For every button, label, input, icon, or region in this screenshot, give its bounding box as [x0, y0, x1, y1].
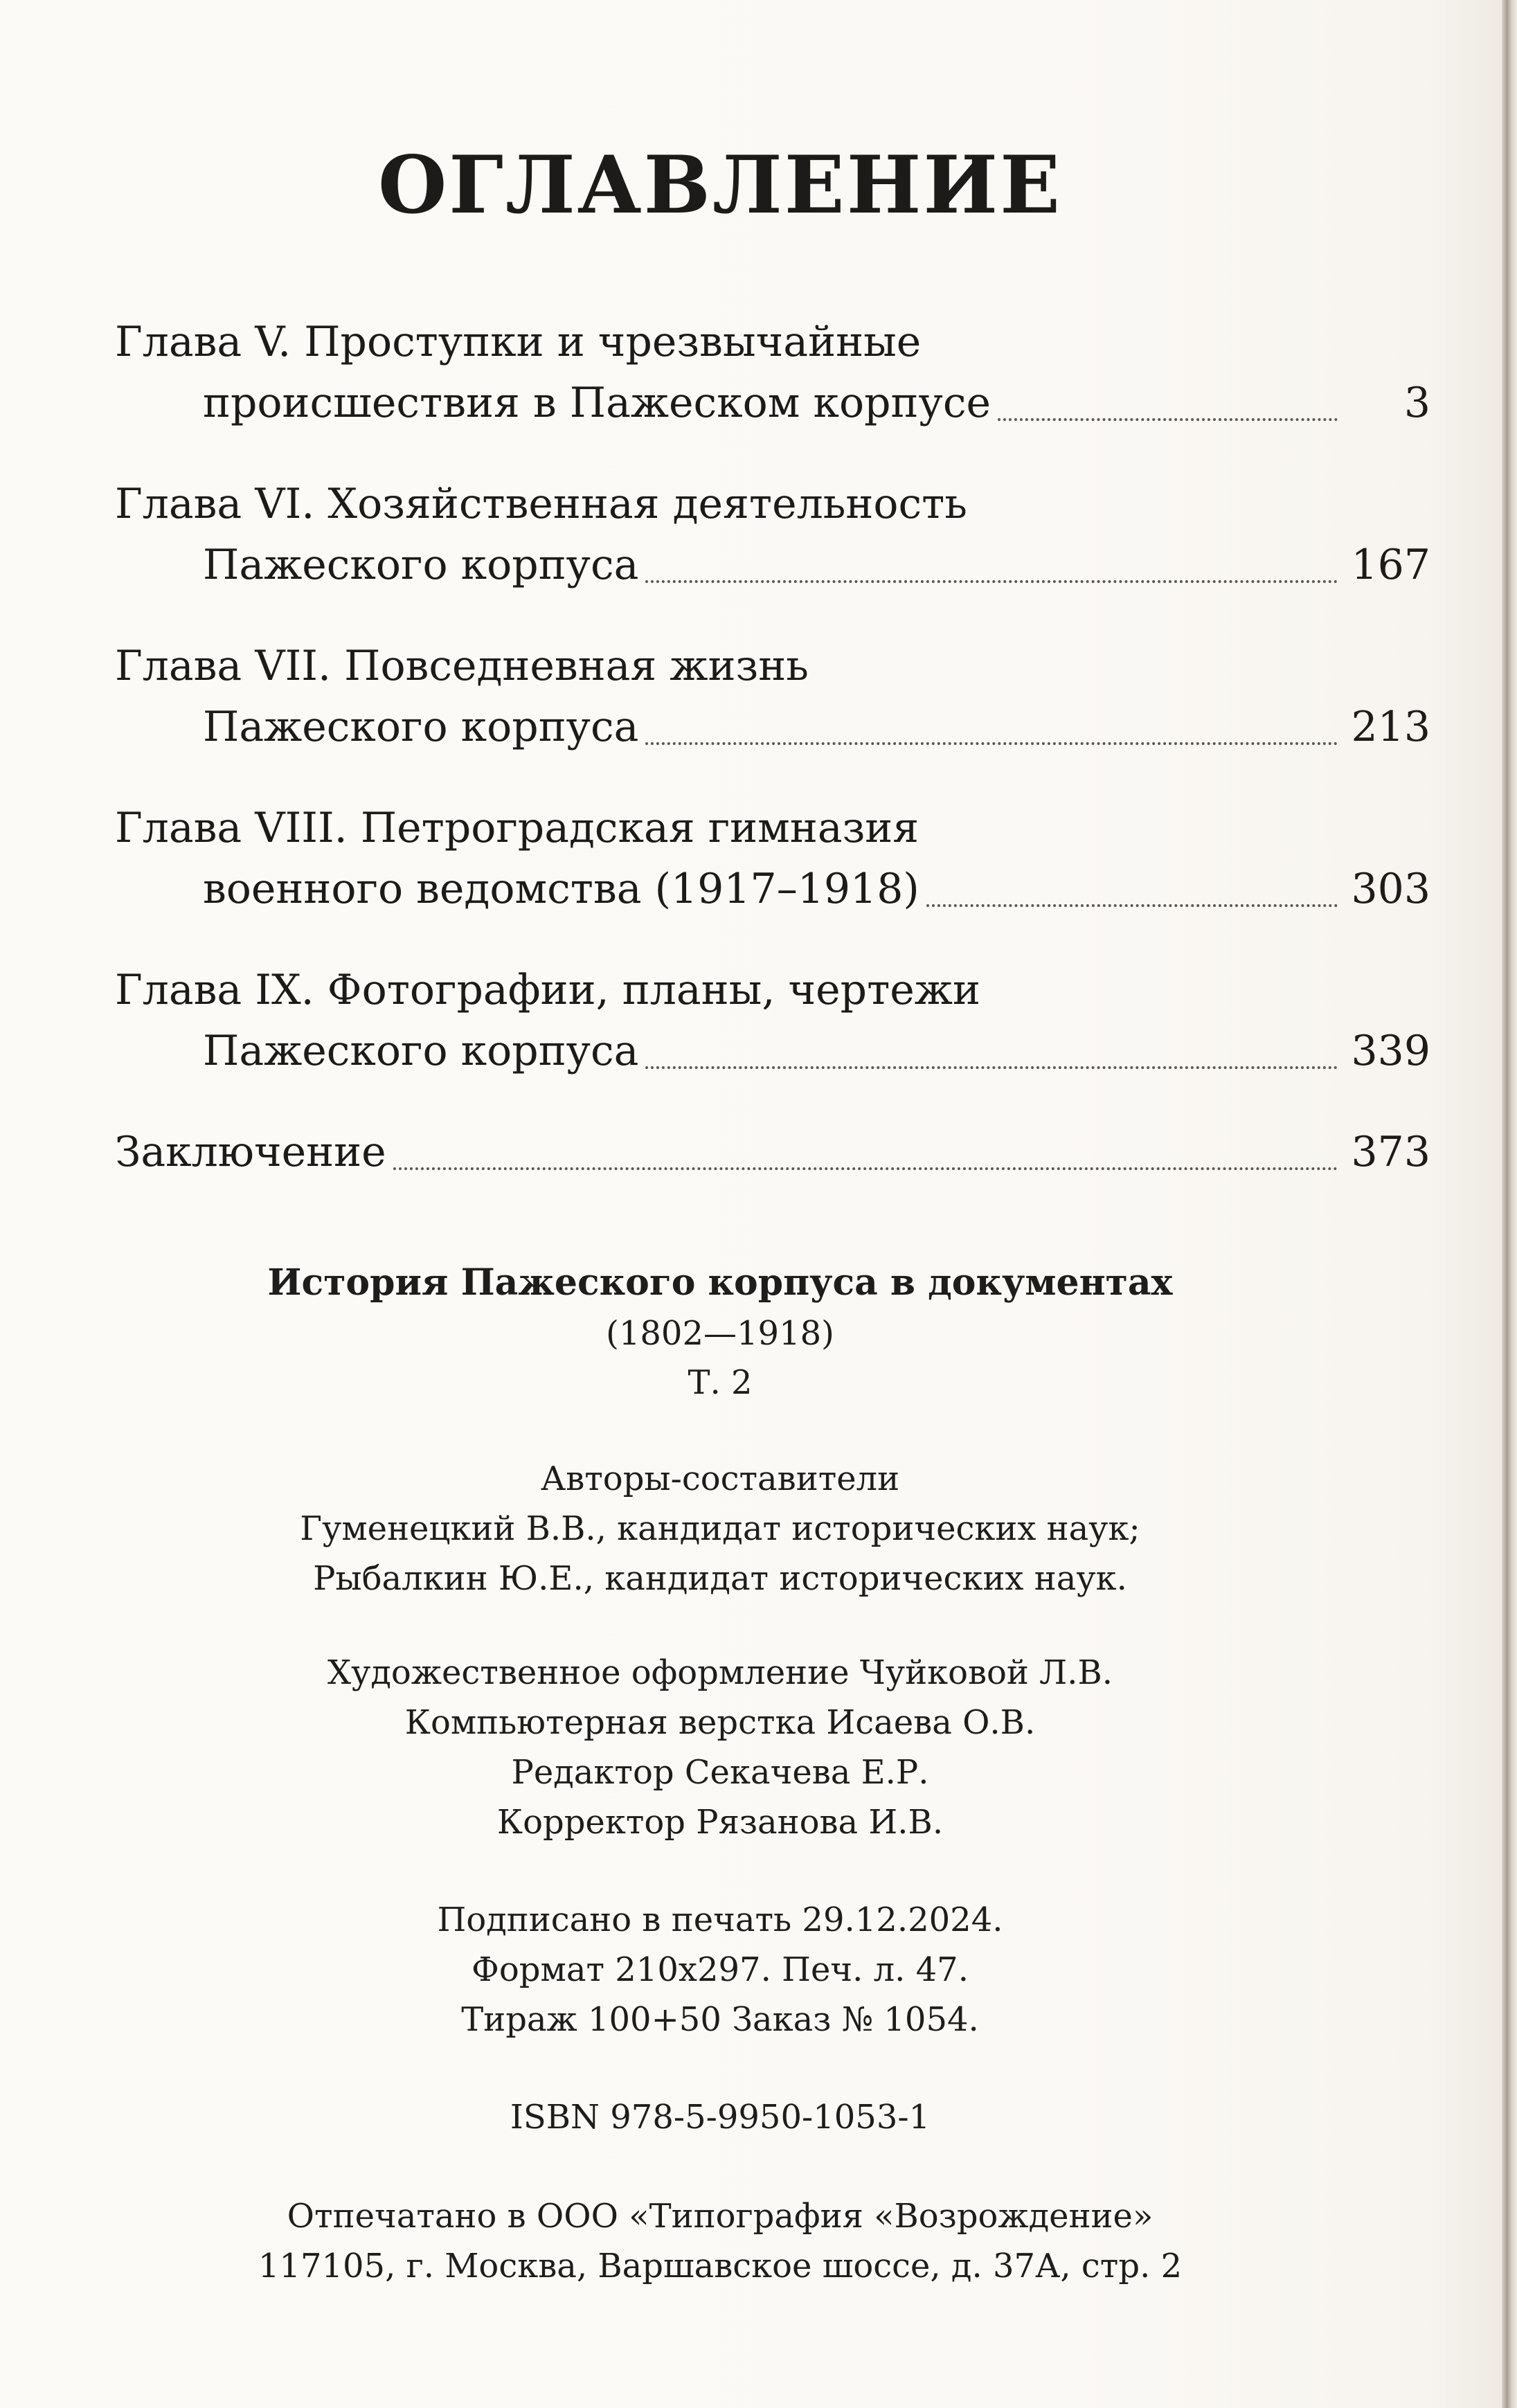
- toc-entry-conclusion: [115, 1122, 1430, 1183]
- printing-line: Тираж 100+50 Заказ № 1054.: [461, 2000, 979, 2039]
- credit-line: Редактор Секачева Е.Р.: [511, 1753, 929, 1792]
- toc-entry-title: Заключение: [115, 1128, 386, 1176]
- table-of-contents: [115, 312, 1430, 1223]
- isbn: ISBN 978-5-9950-1053-1: [510, 2098, 931, 2137]
- toc-entry-subtitle: Пажеского корпуса: [203, 703, 639, 751]
- toc-entry-continuation-line: [115, 859, 1430, 919]
- printer-info: [0, 2191, 1440, 2291]
- toc-page-number: 339: [1351, 1027, 1430, 1075]
- toc-entry-continuation-line: [115, 1021, 1430, 1081]
- printing-details: [0, 1895, 1440, 2045]
- book-years: (1802—1918): [606, 1314, 834, 1353]
- author-line: Рыбалкин Ю.Е., кандидат исторических наук.: [313, 1559, 1127, 1598]
- book-volume: Т. 2: [688, 1363, 753, 1402]
- toc-entry-continuation-line: [115, 697, 1430, 757]
- dot-leader: [645, 580, 1338, 583]
- toc-entry-chapter-5: [115, 312, 1430, 433]
- toc-entry-chapter-7: [115, 636, 1430, 757]
- printer-line: Отпечатано в ООО «Типография «Возрождение»: [287, 2197, 1154, 2236]
- credits-block: [0, 1648, 1440, 1847]
- toc-page-number: 373: [1351, 1128, 1430, 1176]
- authors-label: Авторы-составители: [540, 1459, 900, 1498]
- toc-entry-continuation-line: [115, 372, 1430, 433]
- toc-page-number: 213: [1351, 703, 1430, 751]
- printer-line: 117105, г. Москва, Варшавское шоссе, д. 37А, стр. 2: [258, 2247, 1183, 2285]
- toc-entry-chapter-9: [115, 960, 1430, 1081]
- dot-leader: [393, 1167, 1338, 1170]
- credit-line: Художественное оформление Чуйковой Л.В.: [327, 1653, 1113, 1692]
- author-line: Гуменецкий В.В., кандидат исторических наук;: [300, 1509, 1140, 1548]
- dot-leader: [645, 1066, 1338, 1069]
- toc-entry-subtitle: военного ведомства (1917–1918): [203, 865, 919, 913]
- book-title: История Пажеского корпуса в документах: [267, 1261, 1173, 1304]
- toc-entry-title-line: Глава IX. Фотографии, планы, чертежи: [115, 966, 980, 1014]
- page-title: ОГЛАВЛЕНИЕ: [377, 138, 1063, 231]
- toc-entry-subtitle: Пажеского корпуса: [203, 541, 639, 589]
- printing-line: Формат 210x297. Печ. л. 47.: [472, 1950, 969, 1989]
- authors-block: [0, 1454, 1440, 1603]
- credit-line: Компьютерная верстка Исаева О.В.: [404, 1703, 1036, 1742]
- toc-page-number: 3: [1403, 379, 1430, 427]
- printing-line: Подписано в печать 29.12.2024.: [437, 1901, 1003, 1939]
- toc-entry-title-line: Глава VI. Хозяйственная деятельность: [115, 480, 967, 528]
- toc-entry-title-line: Глава VIII. Петроградская гимназия: [115, 804, 919, 852]
- toc-entry-continuation-line: [115, 534, 1430, 595]
- toc-entry-chapter-6: [115, 474, 1430, 595]
- toc-entry-subtitle: Пажеского корпуса: [203, 1027, 639, 1075]
- toc-entry-title-line: Глава V. Проступки и чрезвычайные: [115, 318, 922, 366]
- credit-line: Корректор Рязанова И.В.: [496, 1803, 944, 1842]
- toc-page-number: 167: [1351, 541, 1430, 589]
- toc-entry-chapter-8: [115, 798, 1430, 919]
- toc-entry-title-line: Глава VII. Повседневная жизнь: [115, 642, 809, 690]
- toc-page-number: 303: [1351, 865, 1430, 913]
- dot-leader: [645, 742, 1338, 745]
- toc-entry-single-line: [115, 1122, 1430, 1183]
- dot-leader: [998, 418, 1338, 421]
- page-edge-shadow: [1502, 0, 1517, 2408]
- toc-entry-subtitle: происшествия в Пажеском корпусе: [203, 379, 991, 427]
- dot-leader: [926, 904, 1338, 907]
